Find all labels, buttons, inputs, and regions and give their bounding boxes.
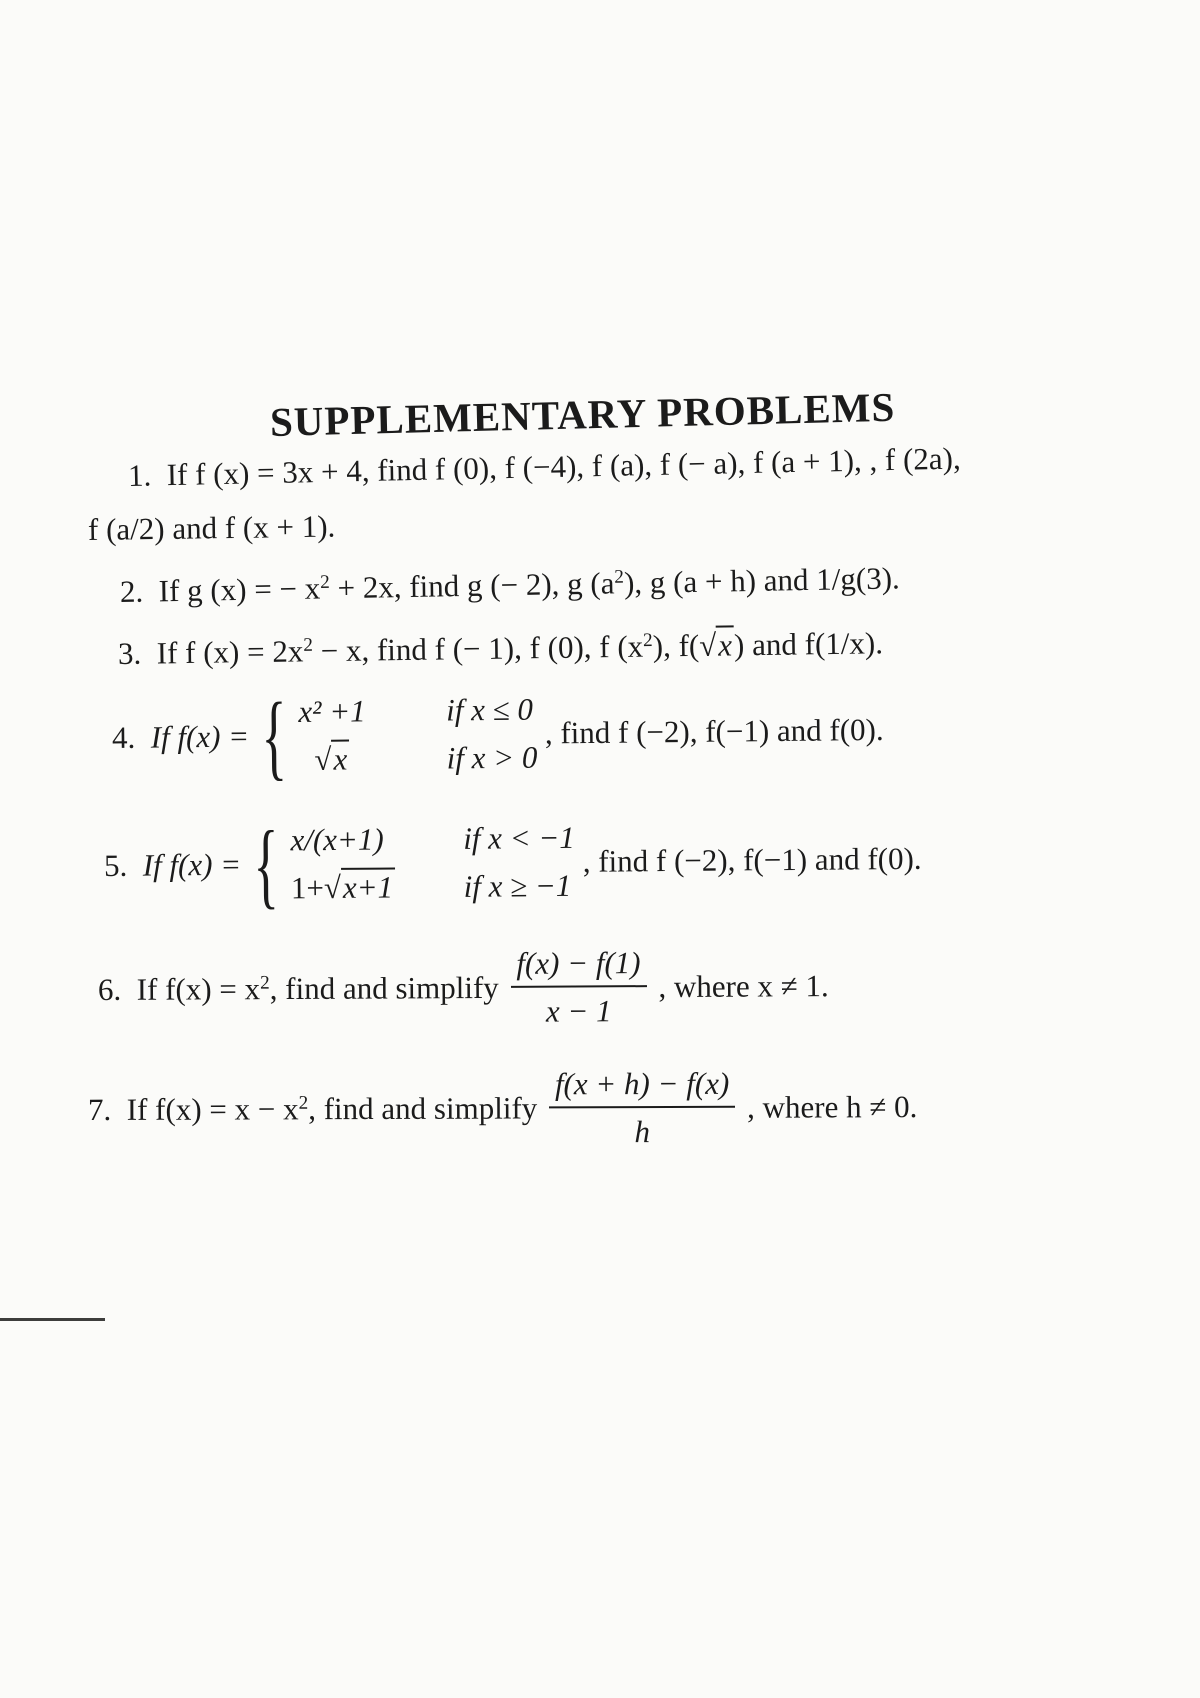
problem-7-mid: , find and simplify: [308, 1090, 538, 1127]
problem-2-number: 2.: [119, 573, 144, 609]
problem-6-numerator: f(x) − f(1): [510, 945, 646, 988]
problem-3-sqrt: √x: [699, 627, 734, 663]
problem-7-denominator: h: [634, 1114, 651, 1150]
problem-4-lhs: If f(x) =: [150, 718, 250, 755]
problem-1-number: 1.: [127, 457, 152, 493]
problem-2-text-c: ), g (a + h) and 1/g(3).: [623, 560, 901, 601]
problem-6-tail: , where x ≠ 1.: [658, 968, 829, 1005]
problem-6-lhs: If f(x) = x: [136, 971, 261, 1007]
problem-5-case-2-expr: 1+√x+1: [291, 863, 456, 912]
problem-7-exponent: 2: [298, 1092, 309, 1114]
problem-4-sqrt: √x: [314, 736, 349, 784]
problem-5-sqrt: √x+1: [324, 863, 396, 912]
margin-rule-line: [0, 1318, 105, 1321]
problem-5: [103, 810, 922, 918]
problem-2-text-a: If g (x) = − x: [158, 570, 321, 609]
problem-4-case-2-expr: [299, 735, 439, 784]
problem-5-lhs: If f(x) =: [142, 846, 242, 883]
problem-3-text-a: If f (x) = 2x: [156, 633, 304, 671]
problem-4-tail: , find f (−2), f(−1) and f(0).: [544, 711, 884, 751]
problem-4-cases: [298, 686, 537, 784]
problem-5-case-1-expr: x/(x+1): [290, 821, 384, 858]
problem-5-case-2-cond: if x ≥ −1: [463, 867, 572, 904]
problem-5-cases: [290, 814, 575, 912]
problem-7-numerator: f(x + h) − f(x): [549, 1066, 736, 1109]
problem-7-fraction: [549, 1066, 736, 1151]
problem-4-case-2-cond: if x > 0: [446, 739, 538, 776]
problem-3-number: 3.: [117, 635, 142, 671]
problem-5-case-1-cond: if x < −1: [463, 819, 575, 856]
problem-4-brace: {: [260, 682, 288, 790]
problem-1-text: If f (x) = 3x + 4, find f (0), f (−4), f (a), f (− a), f (a + 1), , f (2a),: [166, 440, 962, 493]
problem-6-exponent: 2: [260, 972, 270, 994]
problem-6-denominator: x − 1: [545, 993, 612, 1029]
problem-2: [120, 560, 900, 610]
problem-5-number: 5.: [103, 847, 128, 883]
problem-7-number: 7.: [87, 1091, 112, 1127]
problem-2-text-b: + 2x, find g (− 2), g (a: [329, 565, 615, 606]
problem-4-case-1-expr: x² +1: [298, 693, 366, 730]
problem-2-exponent-2: 2: [614, 566, 625, 588]
problem-4: [111, 682, 884, 790]
problem-5-brace: {: [252, 810, 280, 918]
page-title: SUPPLEMENTARY PROBLEMS: [269, 383, 896, 445]
problem-4-number: 4.: [111, 719, 136, 755]
problem-7-lhs: If f(x) = x − x: [126, 1091, 299, 1127]
problem-3-text-b: − x, find f (− 1), f (0), f (x: [312, 628, 644, 669]
problem-3: [118, 625, 883, 672]
problem-6-fraction: [510, 945, 647, 1030]
problem-3-text-c: ), f(: [652, 627, 700, 664]
problem-3-exponent-2: 2: [642, 629, 653, 652]
problem-1-line-1: [128, 441, 961, 494]
problem-6-mid: , find and simplify: [269, 969, 499, 1007]
problem-7-tail: , where h ≠ 0.: [747, 1089, 918, 1125]
problem-1-continuation: f (a/2) and f (x + 1).: [87, 508, 336, 547]
problem-7: [88, 1065, 918, 1152]
problem-5-tail: , find f (−2), f(−1) and f(0).: [582, 840, 922, 879]
problem-2-exponent-1: 2: [319, 571, 330, 593]
problem-6: [98, 944, 829, 1032]
problem-6-number: 6.: [97, 971, 122, 1007]
problem-3-text-d: ) and f(1/x).: [733, 625, 884, 663]
problem-3-exponent-1: 2: [303, 634, 314, 656]
problem-1-line-2: [88, 509, 336, 548]
problem-4-case-1-cond: if x ≤ 0: [445, 691, 534, 728]
